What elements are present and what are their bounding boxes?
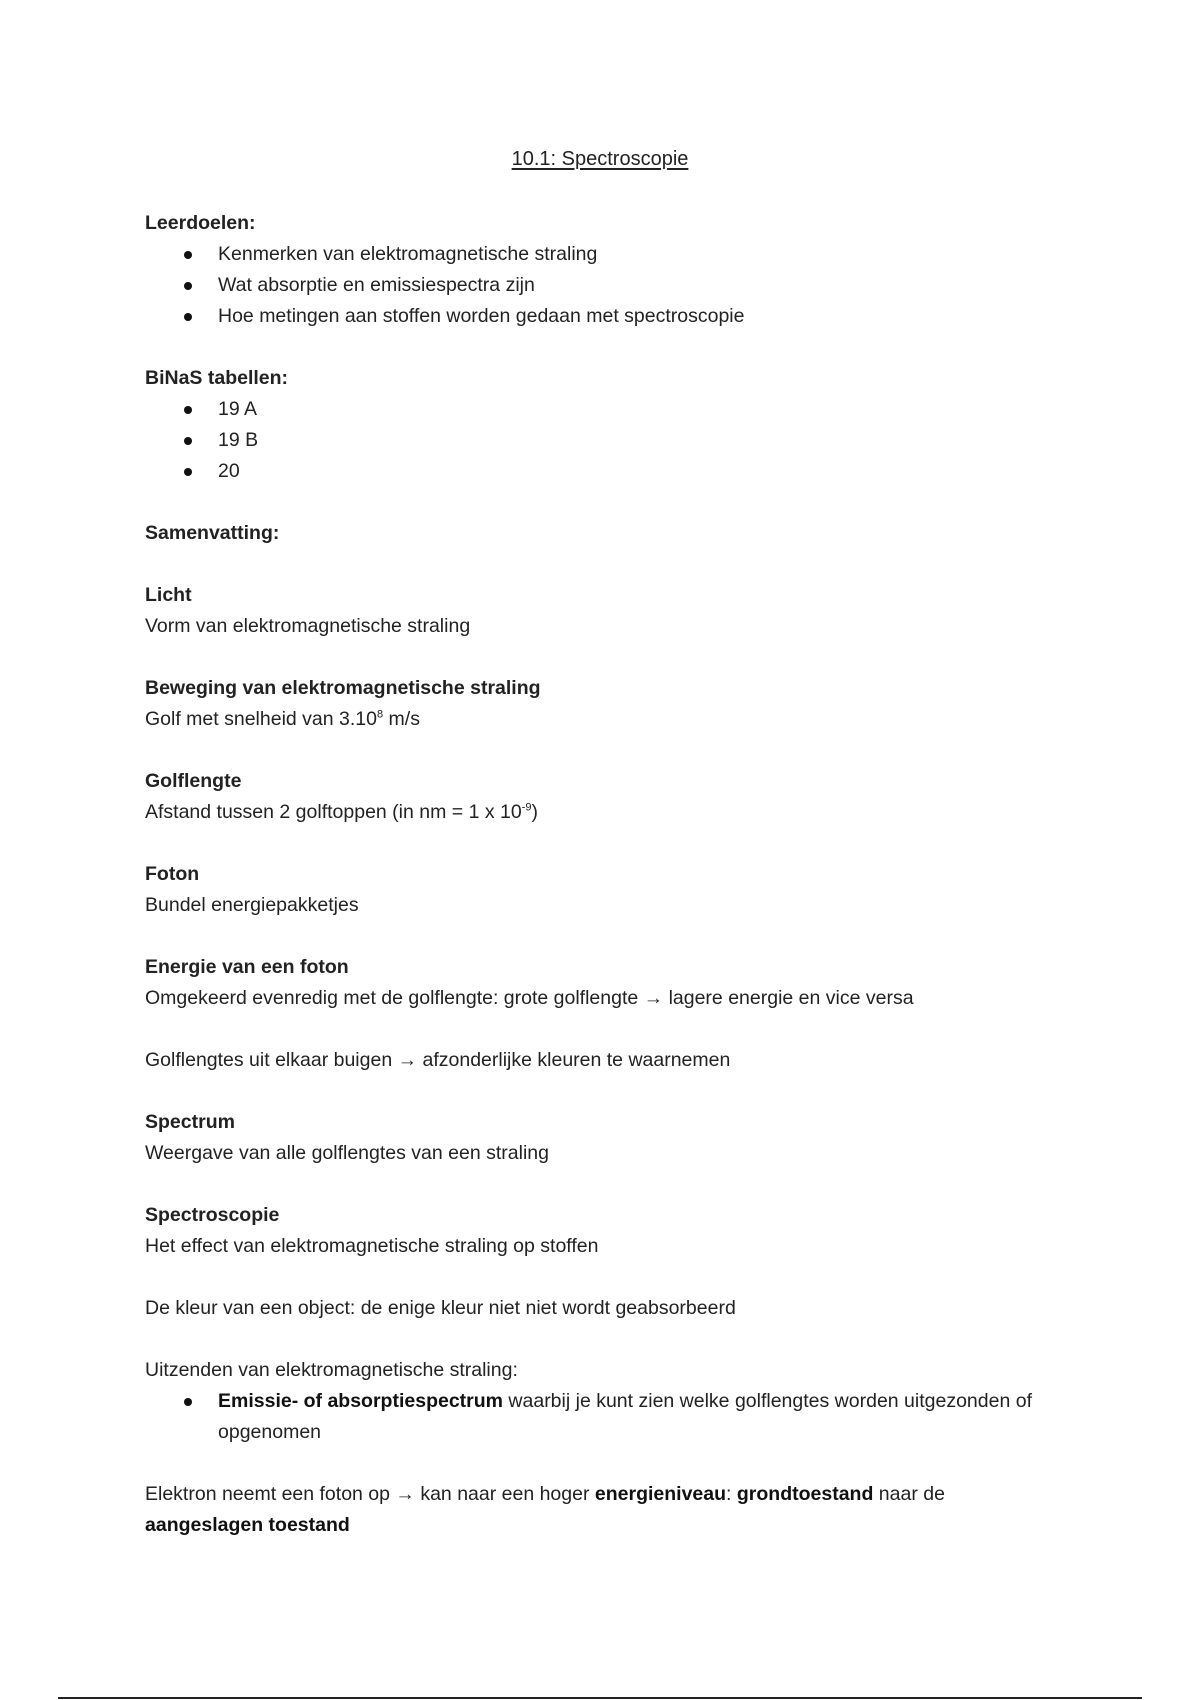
- licht-heading: Licht: [145, 584, 192, 606]
- elektron-bold-energieniveau: energieniveau: [594, 1483, 727, 1505]
- golflengte-text-main: Afstand tussen 2 golftoppen (in nm = 1 x 10: [145, 801, 522, 823]
- list-item: [218, 1386, 1065, 1448]
- energie-text: Omgekeerd evenredig met de golflengte: grote golflengte → lagere energie en vice versa: [145, 987, 914, 1009]
- spectroscopie-heading: Spectroscopie: [145, 1204, 280, 1226]
- leerdoelen-list: [145, 239, 1065, 332]
- document-body: [145, 208, 1065, 1541]
- spectroscopie-text: Het effect van elektromagnetische straling op stoffen: [145, 1235, 599, 1257]
- beweging-text-main: Golf met snelheid van 3.10: [145, 708, 377, 730]
- foton-text: Bundel energiepakketjes: [145, 894, 359, 916]
- page-title: [0, 146, 1200, 172]
- golflengte-exponent: -9: [521, 801, 532, 814]
- golflengte-text: [145, 797, 1065, 828]
- beweging-exponent: 8: [376, 708, 384, 721]
- foton-heading: Foton: [145, 863, 200, 885]
- page-bottom-rule: [58, 1697, 1142, 1699]
- elektron-text: [145, 1479, 1065, 1541]
- page-title-text: 10.1: Spectroscopie: [511, 148, 689, 170]
- golflengte-heading: Golflengte: [145, 770, 242, 792]
- elektron-text-part2: :: [726, 1483, 737, 1505]
- spectrum-heading: Spectrum: [145, 1111, 235, 1133]
- leerdoelen-heading: Leerdoelen:: [145, 212, 256, 234]
- buigen-text: Golflengtes uit elkaar buigen → afzonderlijke kleuren te waarnemen: [145, 1049, 731, 1071]
- golflengte-text-close: ): [531, 801, 538, 823]
- elektron-bold-grondtoestand: grondtoestand: [736, 1483, 874, 1505]
- binas-list: [145, 394, 1065, 487]
- beweging-heading: Beweging van elektromagnetische straling: [145, 677, 541, 699]
- elektron-bold-aangeslagen: aangeslagen toestand: [145, 1514, 350, 1536]
- samenvatting-heading: Samenvatting:: [145, 522, 280, 544]
- uitzenden-list: [145, 1386, 1065, 1448]
- list-item: 19 A: [218, 394, 1065, 425]
- list-item: Wat absorptie en emissiespectra zijn: [218, 270, 1065, 301]
- kleur-text: De kleur van een object: de enige kleur niet niet wordt geabsorbeerd: [145, 1297, 736, 1319]
- list-item: Hoe metingen aan stoffen worden gedaan met spectroscopie: [218, 301, 1065, 332]
- list-item: 20: [218, 456, 1065, 487]
- uitzenden-item-bold: Emissie- of absorptiespectrum: [218, 1390, 503, 1412]
- elektron-text-part3: naar de: [873, 1483, 945, 1505]
- list-item: 19 B: [218, 425, 1065, 456]
- elektron-text-part1: Elektron neemt een foton op → kan naar een hoger: [145, 1483, 595, 1505]
- energie-heading: Energie van een foton: [145, 956, 349, 978]
- beweging-unit: m/s: [383, 708, 420, 730]
- licht-text: Vorm van elektromagnetische straling: [145, 615, 471, 637]
- list-item: Kenmerken van elektromagnetische straling: [218, 239, 1065, 270]
- uitzenden-item-rest: waarbij je kunt zien welke golflengtes worden uitgezonden of opgenomen: [218, 1390, 1032, 1443]
- binas-heading: BiNaS tabellen:: [145, 367, 289, 389]
- spectrum-text: Weergave van alle golflengtes van een straling: [145, 1142, 549, 1164]
- beweging-text: [145, 704, 1065, 735]
- uitzenden-text: Uitzenden van elektromagnetische straling:: [145, 1359, 518, 1381]
